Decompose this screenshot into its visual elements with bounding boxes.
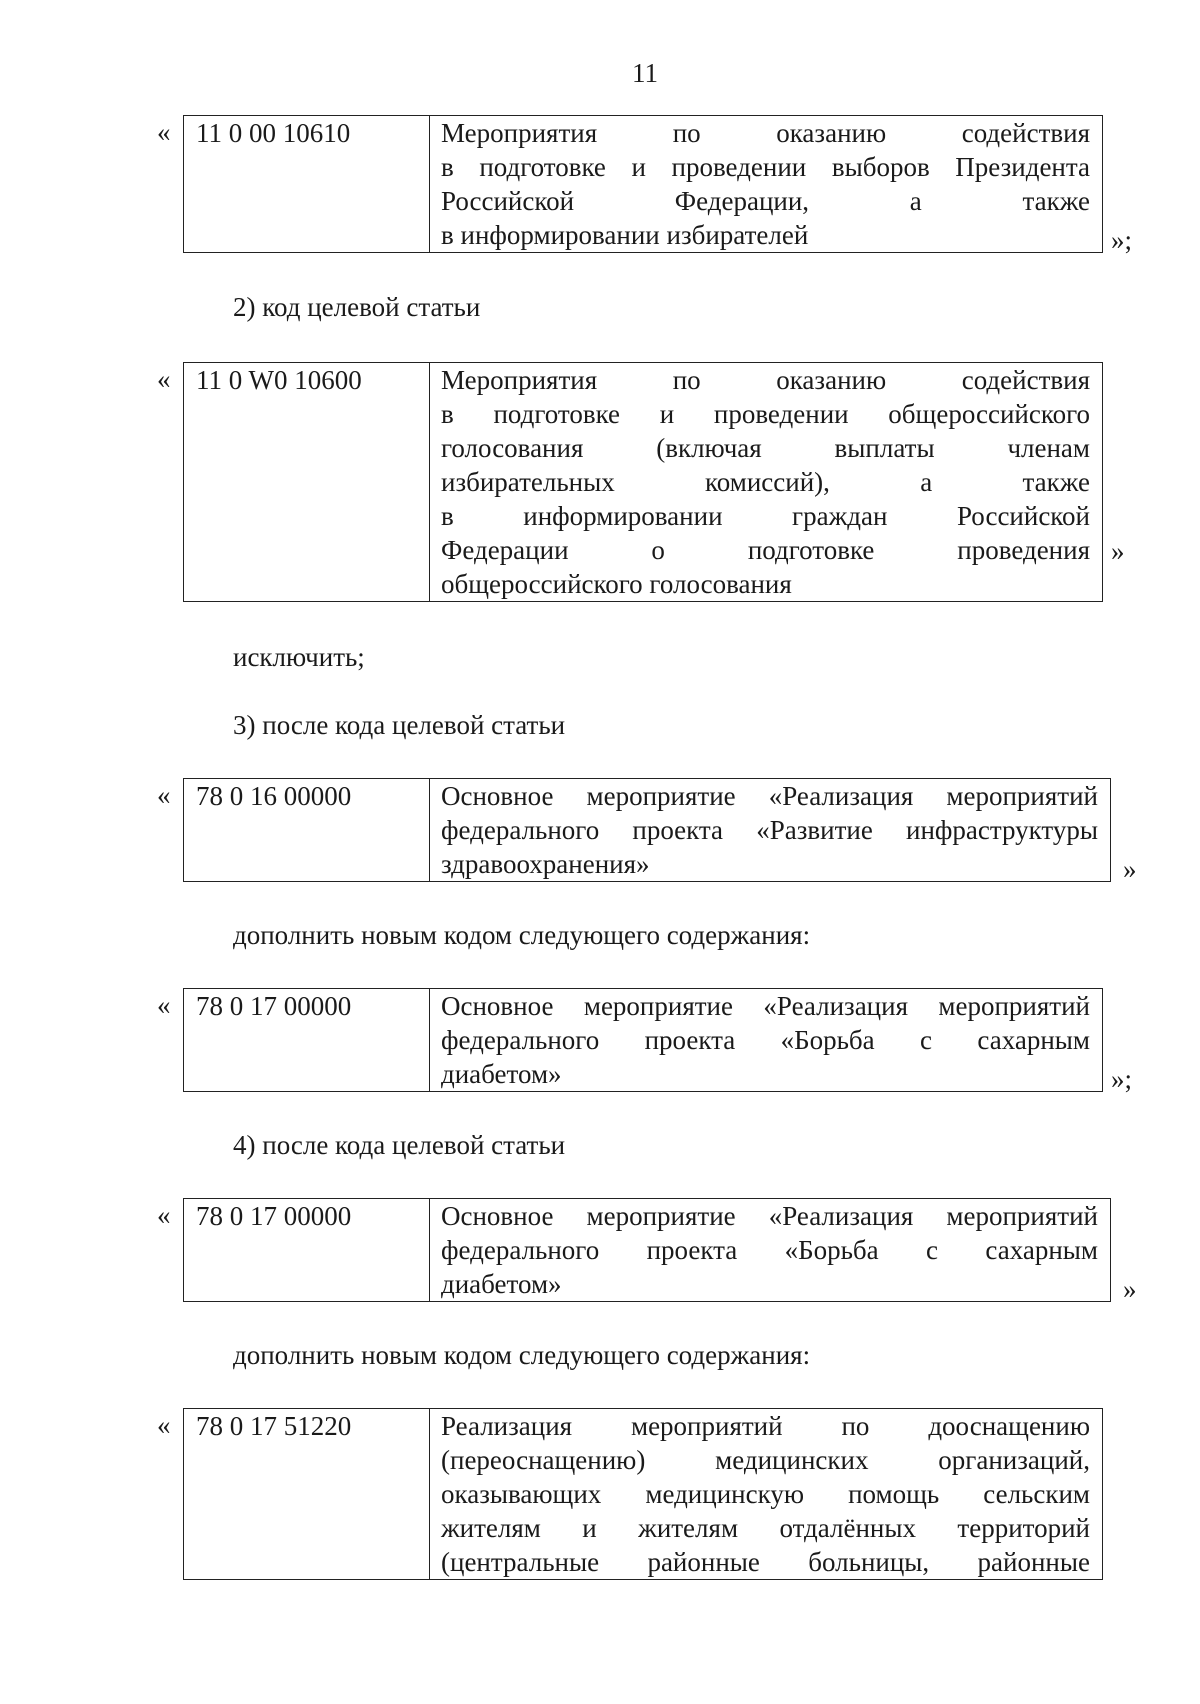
- description-line: диабетом»: [441, 1269, 562, 1299]
- description-line: федерального проекта «Борьба с сахарным: [441, 1025, 1090, 1055]
- description-cell: [430, 989, 1100, 1091]
- paragraph-after-code-4: 4) после кода целевой статьи: [233, 1130, 566, 1160]
- description-line: оказывающих медицинскую помощь сельским: [441, 1479, 1090, 1509]
- description-line: Основное мероприятие «Реализация мероприятий: [441, 781, 1098, 811]
- description-cell: [430, 363, 1100, 601]
- description-line: в подготовке и проведении выборов Президента: [441, 152, 1090, 182]
- description-line: жителям и жителям отдалённых территорий: [441, 1513, 1090, 1543]
- close-quote: »: [1123, 1274, 1137, 1304]
- code-table: [183, 115, 1103, 253]
- description-line: Российской Федерации, а также: [441, 186, 1090, 216]
- description-line: Основное мероприятие «Реализация мероприятий: [441, 1201, 1098, 1231]
- code-cell: 78 0 16 00000: [184, 779, 430, 881]
- code-table: [183, 988, 1103, 1092]
- code-cell: 11 0 00 10610: [184, 116, 430, 252]
- description-line: общероссийского голосования: [441, 569, 792, 599]
- description-line: избирательных комиссий), а также: [441, 467, 1090, 497]
- open-quote: «: [157, 1200, 171, 1230]
- close-quote: »: [1111, 536, 1125, 566]
- paragraph-after-code-3: 3) после кода целевой статьи: [233, 710, 566, 740]
- description-cell: [430, 1199, 1108, 1301]
- open-quote: «: [157, 990, 171, 1020]
- description-line: (центральные районные больницы, районные: [441, 1547, 1090, 1577]
- description-line: Федерации о подготовке проведения: [441, 535, 1090, 565]
- close-quote: »;: [1111, 225, 1133, 255]
- paragraph-exclude: исключить;: [233, 642, 365, 672]
- paragraph-add-new-code-2: дополнить новым кодом следующего содержания:: [233, 1340, 811, 1370]
- description-line: здравоохранения»: [441, 849, 650, 879]
- close-quote: »;: [1111, 1064, 1133, 1094]
- code-table: [183, 1408, 1103, 1580]
- open-quote: «: [157, 780, 171, 810]
- code-cell: 78 0 17 51220: [184, 1409, 430, 1579]
- code-table: [183, 1198, 1111, 1302]
- close-quote: »: [1123, 854, 1137, 884]
- code-cell: 11 0 W0 10600: [184, 363, 430, 601]
- description-cell: [430, 779, 1108, 881]
- description-line: диабетом»: [441, 1059, 562, 1089]
- open-quote: «: [157, 1410, 171, 1440]
- description-line: в информировании избирателей: [441, 220, 809, 250]
- description-line: голосования (включая выплаты членам: [441, 433, 1090, 463]
- description-line: Реализация мероприятий по дооснащению: [441, 1411, 1090, 1441]
- description-line: Основное мероприятие «Реализация мероприятий: [441, 991, 1090, 1021]
- open-quote: «: [157, 117, 171, 147]
- code-table: [183, 362, 1103, 602]
- description-line: (переоснащению) медицинских организаций,: [441, 1445, 1090, 1475]
- description-line: в информировании граждан Российской: [441, 501, 1090, 531]
- code-cell: 78 0 17 00000: [184, 1199, 430, 1301]
- description-cell: [430, 116, 1100, 252]
- page-number: 11: [632, 58, 658, 88]
- open-quote: «: [157, 364, 171, 394]
- description-line: Мероприятия по оказанию содействия: [441, 365, 1090, 395]
- description-line: федерального проекта «Развитие инфраструктуры: [441, 815, 1098, 845]
- description-line: федерального проекта «Борьба с сахарным: [441, 1235, 1098, 1265]
- description-line: Мероприятия по оказанию содействия: [441, 118, 1090, 148]
- code-cell: 78 0 17 00000: [184, 989, 430, 1091]
- description-cell: [430, 1409, 1100, 1579]
- paragraph-target-code: 2) код целевой статьи: [233, 292, 481, 322]
- paragraph-add-new-code-1: дополнить новым кодом следующего содержания:: [233, 920, 811, 950]
- code-table: [183, 778, 1111, 882]
- description-line: в подготовке и проведении общероссийского: [441, 399, 1090, 429]
